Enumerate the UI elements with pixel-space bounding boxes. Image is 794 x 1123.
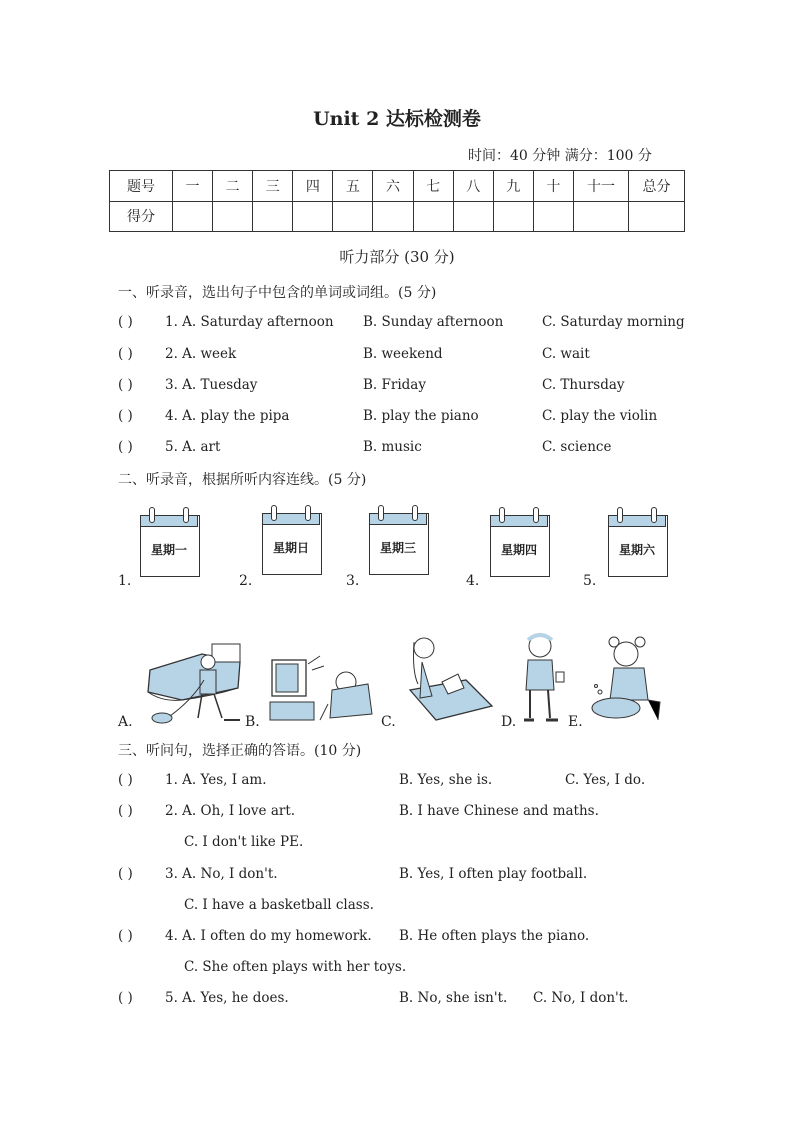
header-cell: 五 bbox=[333, 171, 373, 202]
s3-q5-c: C. No, I don't. bbox=[533, 990, 629, 1006]
time-info: 时间：40 分钟 满分：100 分 bbox=[468, 148, 652, 164]
calendar-2 bbox=[262, 505, 320, 573]
paren[interactable]: ( ) bbox=[118, 346, 133, 362]
watching-tv-picture bbox=[268, 654, 376, 726]
cal-number: 2. bbox=[239, 573, 253, 589]
s3-q2-c: C. I don't like PE. bbox=[184, 834, 304, 850]
header-cell: 十一 bbox=[574, 171, 629, 202]
listening-title: 听力部分 (30 分) bbox=[339, 248, 455, 266]
cal-number: 4. bbox=[466, 573, 480, 589]
s3-q1-c: C. Yes, I do. bbox=[565, 772, 646, 788]
listening-music-picture bbox=[518, 630, 570, 726]
sec2-title: 二、听录音，根据所听内容连线。(5 分) bbox=[118, 472, 367, 488]
row-label: 得分 bbox=[110, 201, 173, 232]
table-row bbox=[110, 201, 685, 232]
score-cell[interactable] bbox=[213, 201, 253, 232]
calendar-label: 星期日 bbox=[272, 541, 309, 555]
score-cell[interactable] bbox=[629, 201, 685, 232]
score-cell[interactable] bbox=[533, 201, 573, 232]
score-cell[interactable] bbox=[574, 201, 629, 232]
s3-q5-b: B. No, she isn't. bbox=[399, 990, 508, 1006]
header-cell: 四 bbox=[293, 171, 333, 202]
q5-b: B. music bbox=[363, 439, 422, 455]
q4-a: 4. A. play the pipa bbox=[165, 408, 290, 424]
calendar-3 bbox=[369, 505, 427, 573]
washing-clothes-picture bbox=[588, 634, 668, 726]
q1-c: C. Saturday morning bbox=[542, 314, 685, 330]
header-cell: 六 bbox=[373, 171, 413, 202]
q4-b: B. play the piano bbox=[363, 408, 479, 424]
paren[interactable]: ( ) bbox=[118, 866, 133, 882]
paren[interactable]: ( ) bbox=[118, 772, 133, 788]
header-cell: 八 bbox=[453, 171, 493, 202]
q1-b: B. Sunday afternoon bbox=[363, 314, 504, 330]
q2-c: C. wait bbox=[542, 346, 590, 362]
header-cell: 题号 bbox=[110, 171, 173, 202]
calendar-5 bbox=[608, 507, 666, 575]
score-cell[interactable] bbox=[333, 201, 373, 232]
pic-label: D. bbox=[501, 714, 517, 730]
s3-q3-b: B. Yes, I often play football. bbox=[399, 866, 588, 882]
paren[interactable]: ( ) bbox=[118, 408, 133, 424]
score-cell[interactable] bbox=[493, 201, 533, 232]
calendar-label: 星期六 bbox=[618, 543, 655, 557]
pic-label: B. bbox=[245, 714, 260, 730]
vacuum-cleaning-picture bbox=[142, 640, 244, 726]
calendar-label: 星期三 bbox=[379, 541, 416, 555]
q3-b: B. Friday bbox=[363, 377, 426, 393]
cal-number: 3. bbox=[346, 573, 360, 589]
calendar-1 bbox=[140, 507, 198, 575]
cal-number: 1. bbox=[118, 573, 132, 589]
page-title: Unit 2 达标检测卷 bbox=[313, 108, 481, 130]
header-cell: 七 bbox=[413, 171, 453, 202]
score-table bbox=[109, 170, 685, 232]
score-cell[interactable] bbox=[253, 201, 293, 232]
s3-q2-b: B. I have Chinese and maths. bbox=[399, 803, 599, 819]
calendar-4 bbox=[490, 507, 548, 575]
paren[interactable]: ( ) bbox=[118, 314, 133, 330]
sec1-title: 一、听录音，选出句子中包含的单词或词组。(5 分) bbox=[118, 285, 437, 301]
paren[interactable]: ( ) bbox=[118, 990, 133, 1006]
header-cell: 总分 bbox=[629, 171, 685, 202]
paren[interactable]: ( ) bbox=[118, 928, 133, 944]
score-cell[interactable] bbox=[293, 201, 333, 232]
header-cell: 三 bbox=[253, 171, 293, 202]
score-cell[interactable] bbox=[413, 201, 453, 232]
paren[interactable]: ( ) bbox=[118, 377, 133, 393]
score-cell[interactable] bbox=[453, 201, 493, 232]
q2-a: 2. A. week bbox=[165, 346, 237, 362]
s3-q2-a: 2. A. Oh, I love art. bbox=[165, 803, 296, 819]
score-cell[interactable] bbox=[373, 201, 413, 232]
table-row bbox=[110, 171, 685, 202]
q2-b: B. weekend bbox=[363, 346, 443, 362]
paren[interactable]: ( ) bbox=[118, 439, 133, 455]
header-cell: 九 bbox=[493, 171, 533, 202]
header-cell: 一 bbox=[173, 171, 213, 202]
s3-q4-b: B. He often plays the piano. bbox=[399, 928, 590, 944]
q5-c: C. science bbox=[542, 439, 612, 455]
q4-c: C. play the violin bbox=[542, 408, 658, 424]
sec3-title: 三、听问句，选择正确的答语。(10 分) bbox=[118, 743, 362, 759]
score-cell[interactable] bbox=[173, 201, 213, 232]
pic-label: A. bbox=[118, 714, 133, 730]
q1-a: 1. A. Saturday afternoon bbox=[165, 314, 334, 330]
s3-q4-c: C. She often plays with her toys. bbox=[184, 959, 407, 975]
s3-q1-b: B. Yes, she is. bbox=[399, 772, 493, 788]
calendar-label: 星期一 bbox=[150, 543, 187, 557]
header-cell: 二 bbox=[213, 171, 253, 202]
paren[interactable]: ( ) bbox=[118, 803, 133, 819]
s3-q5-a: 5. A. Yes, he does. bbox=[165, 990, 289, 1006]
header-cell: 十 bbox=[533, 171, 573, 202]
calendar-label: 星期四 bbox=[500, 543, 537, 557]
pic-label: C. bbox=[381, 714, 396, 730]
cal-number: 5. bbox=[583, 573, 597, 589]
q3-a: 3. A. Tuesday bbox=[165, 377, 258, 393]
s3-q3-c: C. I have a basketball class. bbox=[184, 897, 374, 913]
s3-q4-a: 4. A. I often do my homework. bbox=[165, 928, 372, 944]
reading-book-picture bbox=[406, 632, 496, 726]
q5-a: 5. A. art bbox=[165, 439, 221, 455]
q3-c: C. Thursday bbox=[542, 377, 625, 393]
s3-q3-a: 3. A. No, I don't. bbox=[165, 866, 278, 882]
pic-label: E. bbox=[568, 714, 583, 730]
s3-q1-a: 1. A. Yes, I am. bbox=[165, 772, 267, 788]
